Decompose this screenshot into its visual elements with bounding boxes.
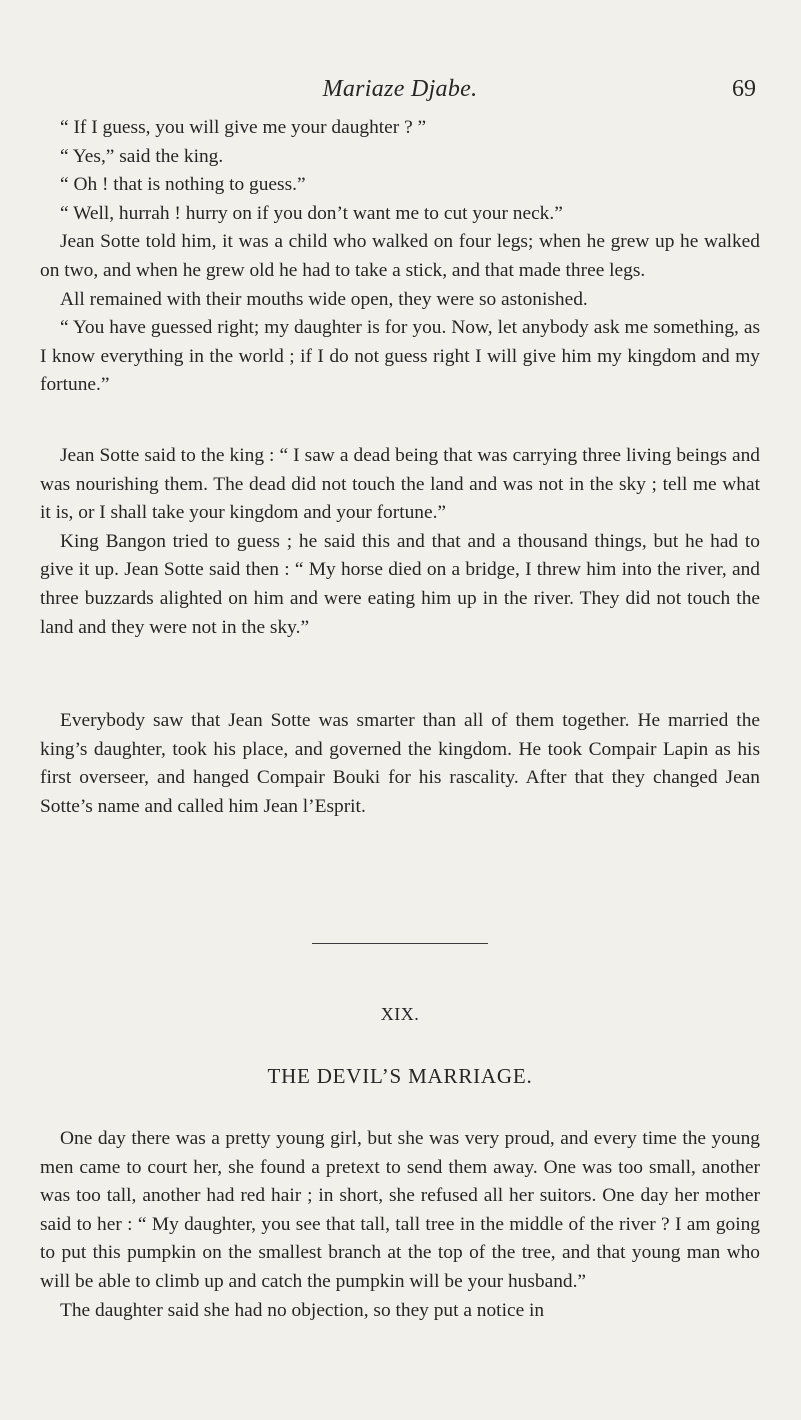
text-block-chapter-body: [40, 1125, 760, 1325]
paragraph: King Bangon tried to guess ; he said this and that and a thousand things, but he had to give it up. Jean Sotte said then : “ My horse died on a bridge, I threw him into the river, and three buzzards alighted on him and were eating him up in the river. They did not touch the land and they were not in the sky.”: [40, 530, 760, 638]
running-head: [40, 76, 760, 106]
text-block-conclusion: [40, 707, 760, 821]
paragraph: Everybody saw that Jean Sotte was smarter than all of them together. He married the king’s daughter, took his place, and governed the kingdom. He took Compair Lapin as his first overseer, and hanged Compair Bouki for his rascality. After that they changed Jean Sotte’s name and called him Jean l’Esprit.: [40, 710, 760, 817]
paragraph: “ Well, hurrah ! hurry on if you don’t want me to cut your neck.”: [60, 202, 563, 224]
paragraph: The daughter said she had no objection, so they put a notice in: [60, 1299, 545, 1321]
running-title: Mariaze Djabe.: [322, 76, 478, 102]
text-block-riddle: [40, 442, 760, 642]
section-divider: [312, 943, 488, 944]
paragraph: Jean Sotte told him, it was a child who walked on four legs; when he grew up he walked on two, and when he grew old he had to take a stick, and that made three legs.: [40, 231, 760, 281]
paragraph: “ Oh ! that is nothing to guess.”: [60, 174, 306, 196]
paragraph: Jean Sotte said to the king : “ I saw a dead being that was carrying three living beings and was nourishing them. The dead did not touch the land and was not in the sky ; tell me what it is, or I shall take your kingdom and your fortune.”: [40, 445, 760, 524]
paragraph: All remained with their mouths wide open, they were so astonished.: [60, 288, 588, 310]
paragraph: One day there was a pretty young girl, but she was very proud, and every time the young men came to court her, she found a pretext to send them away. One was too small, another was too tall, another had red hair ; in short, she refused all her suitors. One day her mother said to her : “ My daughter, you see that tall, tall tree in the middle of the river ? I am going to put this pumpkin on the smallest branch at the top of the tree, and that young man who will be able to climb up and catch the pumpkin will be your husband.”: [40, 1128, 760, 1292]
paragraph: “ If I guess, you will give me your daughter ? ”: [60, 117, 427, 138]
text-block-dialogue: [40, 114, 760, 400]
paragraph: “ You have guessed right; my daughter is for you. Now, let anybody ask me something, as I know everything in the world ; if I do not guess right I will give him my kingdom and my fortune.”: [40, 317, 760, 396]
chapter-number: XIX.: [380, 1004, 420, 1024]
chapter-title: THE DEVIL’S MARRIAGE.: [267, 1064, 533, 1088]
paragraph: “ Yes,” said the king.: [60, 145, 224, 167]
page-number: 69: [732, 76, 756, 102]
